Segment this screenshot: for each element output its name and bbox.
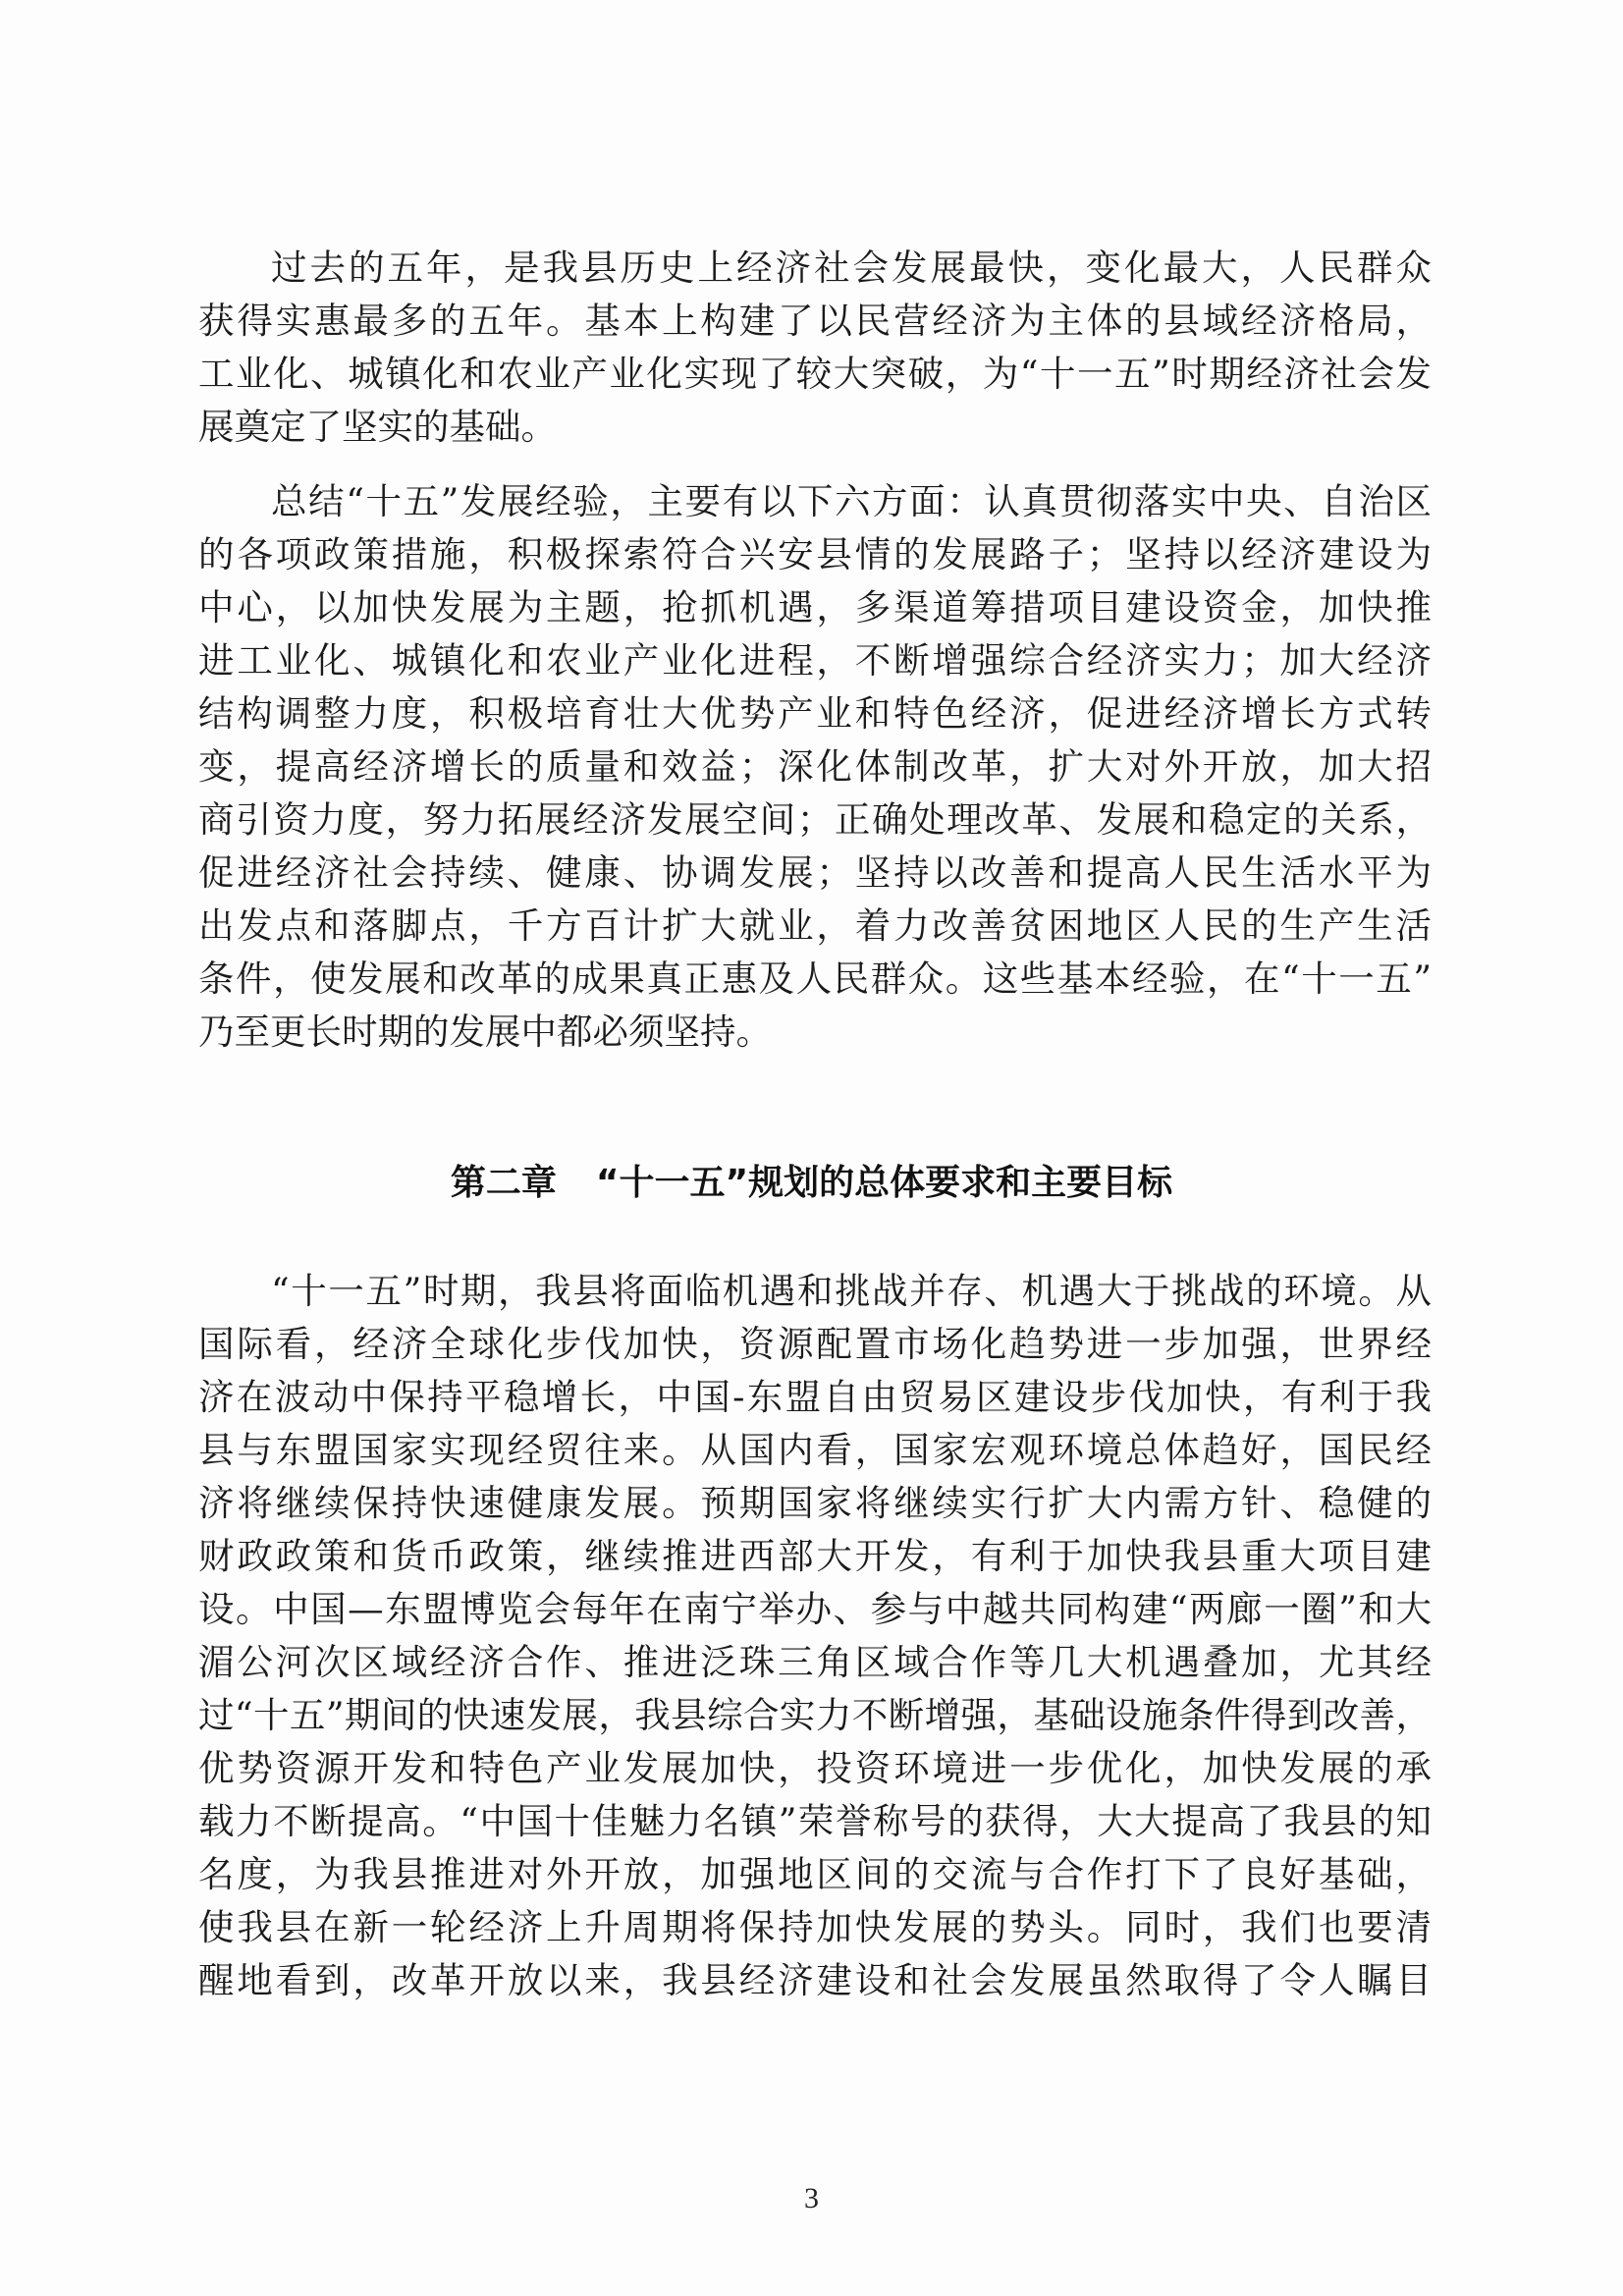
text-line: 设。中国—东盟博览会每年在南宁举办、参与中越共同构建“两廊一圈”和大 bbox=[198, 1588, 1432, 1630]
text-line: 的各项政策措施，积极探索符合兴安县情的发展路子；坚持以经济建设为 bbox=[198, 533, 1432, 575]
text-line: 获得实惠最多的五年。基本上构建了以民营经济为主体的县域经济格局， bbox=[198, 300, 1432, 342]
text-line: 济在波动中保持平稳增长，中国-东盟自由贸易区建设步伐加快，有利于我 bbox=[198, 1376, 1432, 1418]
paragraph-experience-summary bbox=[198, 475, 1432, 1059]
text-line: 载力不断提高。“中国十佳魅力名镇”荣誉称号的获得，大大提高了我县的知 bbox=[198, 1800, 1432, 1842]
text-line: 湄公河次区域经济合作、推进泛珠三角区域合作等几大机遇叠加，尤其经 bbox=[198, 1641, 1432, 1683]
text-line: 促进经济社会持续、健康、协调发展；坚持以改善和提高人民生活水平为 bbox=[198, 851, 1432, 894]
text-line: 商引资力度，努力拓展经济发展空间；正确处理改革、发展和稳定的关系， bbox=[198, 798, 1432, 841]
text-line: 中心，以加快发展为主题，抢抓机遇，多渠道筹措项目建设资金，加快推 bbox=[198, 586, 1432, 629]
text-line: 展奠定了坚实的基础。 bbox=[198, 406, 557, 448]
text-line: “十一五”时期，我县将面临机遇和挑战并存、机遇大于挑战的环境。从 bbox=[271, 1270, 1432, 1312]
page-number: 3 bbox=[804, 2182, 819, 2214]
text-line: 总结“十五”发展经验，主要有以下六方面：认真贯彻落实中央、自治区 bbox=[271, 480, 1432, 522]
text-line: 过去的五年，是我县历史上经济社会发展最快，变化最大，人民群众 bbox=[271, 246, 1432, 289]
text-line: 结构调整力度，积极培育壮大优势产业和特色经济，促进经济增长方式转 bbox=[198, 692, 1432, 735]
text-line: 乃至更长时期的发展中都必须坚持。 bbox=[198, 1011, 772, 1053]
chapter-heading bbox=[0, 1157, 1623, 1210]
text-line: 进工业化、城镇化和农业产业化进程，不断增强综合经济实力；加大经济 bbox=[198, 639, 1432, 682]
text-line: 县与东盟国家实现经贸往来。从国内看，国家宏观环境总体趋好，国民经 bbox=[198, 1429, 1432, 1471]
text-line: 济将继续保持快速健康发展。预期国家将继续实行扩大内需方针、稳健的 bbox=[198, 1482, 1432, 1524]
text-line: 过“十五”期间的快速发展，我县综合实力不断增强，基础设施条件得到改善， bbox=[198, 1694, 1432, 1736]
text-line: 使我县在新一轮经济上升周期将保持加快发展的势头。同时，我们也要清 bbox=[198, 1906, 1432, 1948]
text-line: 国际看，经济全球化步伐加快，资源配置市场化趋势进一步加强，世界经 bbox=[198, 1323, 1432, 1365]
chapter-label: 第二章 bbox=[450, 1163, 557, 1203]
text-line: 醒地看到，改革开放以来，我县经济建设和社会发展虽然取得了令人瞩目 bbox=[198, 1959, 1432, 2001]
text-line: 财政政策和货币政策，继续推进西部大开发，有利于加快我县重大项目建 bbox=[198, 1535, 1432, 1577]
text-line: 工业化、城镇化和农业产业化实现了较大突破，为“十一五”时期经济社会发 bbox=[198, 353, 1432, 395]
chapter-title: “十一五”规划的总体要求和主要目标 bbox=[595, 1163, 1173, 1203]
text-line: 优势资源开发和特色产业发展加快，投资环境进一步优化，加快发展的承 bbox=[198, 1747, 1432, 1789]
text-line: 名度，为我县推进对外开放，加强地区间的交流与合作打下了良好基础， bbox=[198, 1853, 1432, 1895]
paragraph-five-year-review bbox=[198, 242, 1432, 454]
text-line: 条件，使发展和改革的成果真正惠及人民群众。这些基本经验，在“十一五” bbox=[198, 957, 1432, 1000]
text-line: 变，提高经济增长的质量和效益；深化体制改革，扩大对外开放，加大招 bbox=[198, 745, 1432, 788]
text-line: 出发点和落脚点，千方百计扩大就业，着力改善贫困地区人民的生产生活 bbox=[198, 904, 1432, 947]
paragraph-opportunities bbox=[198, 1265, 1432, 2007]
